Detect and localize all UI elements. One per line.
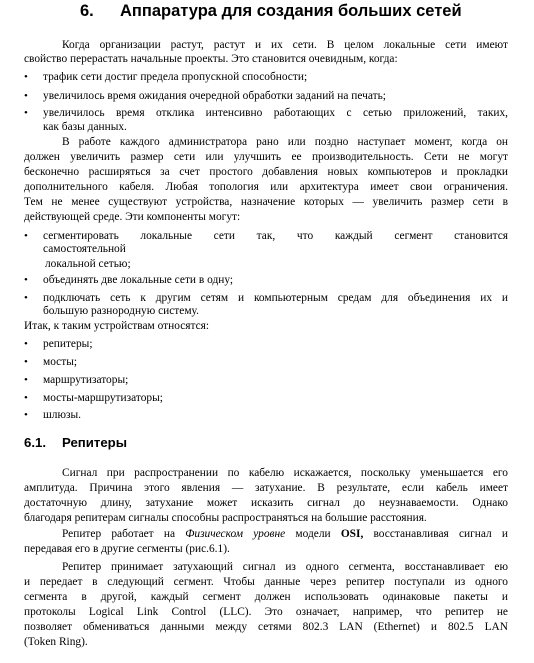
chapter-title: Аппаратура для создания больших сетей: [120, 2, 462, 20]
para2-line: бесконечно расширяться за счет простого добавления новых компьютеров и прокладки: [24, 166, 508, 178]
intro-line-2: свойство перерастать начальные проекты. Это становится очевидным, когда:: [24, 53, 398, 65]
para5-line: позволяет обмениваться данными между сетями 802.3 LAN (Ethernet) и 802.5 LAN: [24, 621, 508, 633]
para4-line-1: [62, 527, 508, 541]
list-intro: Итак, к таким устройствам относятся:: [24, 320, 210, 332]
bullet-icon: •: [24, 374, 28, 386]
para5-line: Репитер принимает затухающий сигнал из одного сегмента, восстанавливает ею: [62, 561, 508, 573]
bullet-text: увеличилось время ожидания очередной обработки заданий на печать;: [43, 90, 386, 102]
device-item: репитеры;: [43, 338, 93, 350]
bullet-icon: •: [24, 274, 28, 286]
para4-text: восстанавливая сигнал и: [363, 528, 509, 540]
chapter-heading: [80, 2, 462, 21]
bullet-text: объединять две локальные сети в одну;: [43, 274, 234, 286]
para5-line: и передает в следующий сегмент. Чтобы данные через репитер поступали из одного: [24, 576, 508, 588]
device-item: шлюзы.: [43, 409, 81, 421]
para2-line: В работе каждого администратора рано или поздно наступает момент, когда он: [62, 136, 508, 148]
bullet-icon: •: [24, 90, 28, 102]
bullet-icon: •: [24, 392, 28, 404]
bullet-icon: •: [24, 338, 28, 350]
para3-line: амплитуда. Причина этого явления — затухание. В результате, если кабель имеет: [24, 482, 508, 494]
para5-line: (Token Ring).: [24, 636, 88, 648]
section-number: 6.1.: [24, 435, 46, 450]
para4-text: модели: [285, 528, 341, 540]
para4-strong: OSI,: [340, 528, 364, 540]
bullet-text-continued: самостоятельной: [43, 243, 126, 255]
para2-line: должен увеличить размер сети или улучшить ее производительность. Сети не могут: [24, 151, 508, 163]
bullet-text: подключать сеть к другим сетям и компьютерным средам для объединения их и: [43, 292, 508, 304]
section-heading: [24, 435, 127, 450]
device-item: маршрутизаторы;: [43, 374, 129, 386]
para4-line-2: передавая его в другие сегменты (рис.6.1).: [24, 543, 230, 555]
para5-line: протоколы Logical Link Control (LLC). Это означает, например, что репитер не: [24, 606, 508, 618]
para3-line: благодаря репитерам сигналы способны распространяться на большие расстояния.: [24, 512, 427, 524]
chapter-number: 6.: [80, 2, 94, 20]
intro-line-1: Когда организации растут, растут и их сети. В целом локальные сети имеют: [62, 39, 508, 51]
bullet-icon: •: [24, 107, 28, 119]
bullet-text-continued: как базы данных.: [43, 121, 127, 133]
section-title: Репитеры: [62, 435, 127, 450]
bullet-icon: •: [24, 71, 28, 83]
bullet-text: увеличилось время отклика интенсивно работающих с сетью приложений, таких,: [43, 107, 508, 119]
bullet-text: сегментировать локальные сети так, что каждый сегмент становится: [43, 230, 508, 242]
bullet-icon: •: [24, 292, 28, 304]
device-item: мосты-маршрутизаторы;: [43, 392, 163, 404]
bullet-icon: •: [24, 356, 28, 368]
para5-line: сегмента в другой, каждый сегмент должен использовать одинаковые пакеты и: [24, 591, 508, 603]
para2-line: дополнительного кабеля. Любая топология или архитектура имеет свои ограничения.: [24, 181, 508, 193]
bullet-text-continued: локальной сетью;: [45, 258, 131, 270]
para4-emphasis: Физическом уровне: [185, 528, 286, 540]
device-item: мосты;: [43, 356, 78, 368]
para2-line: действующей среде. Эти компоненты могут:: [24, 211, 241, 223]
bullet-icon: •: [24, 409, 28, 421]
para2-line: Тем не менее существуют устройства, назначение которых — увеличить размер сети в: [24, 196, 508, 208]
bullet-text: трафик сети достиг предела пропускной способности;: [43, 71, 308, 83]
bullet-icon: •: [24, 230, 28, 242]
para3-line: достаточную длину, затухание может исказить сигнал до неузнаваемости. Однако: [24, 497, 508, 509]
bullet-text-continued: большую разнородную систему.: [43, 305, 199, 317]
para4-text: Репитер работает на: [62, 528, 186, 540]
para3-line: Сигнал при распространении по кабелю искажается, поскольку уменьшается его: [62, 467, 508, 479]
